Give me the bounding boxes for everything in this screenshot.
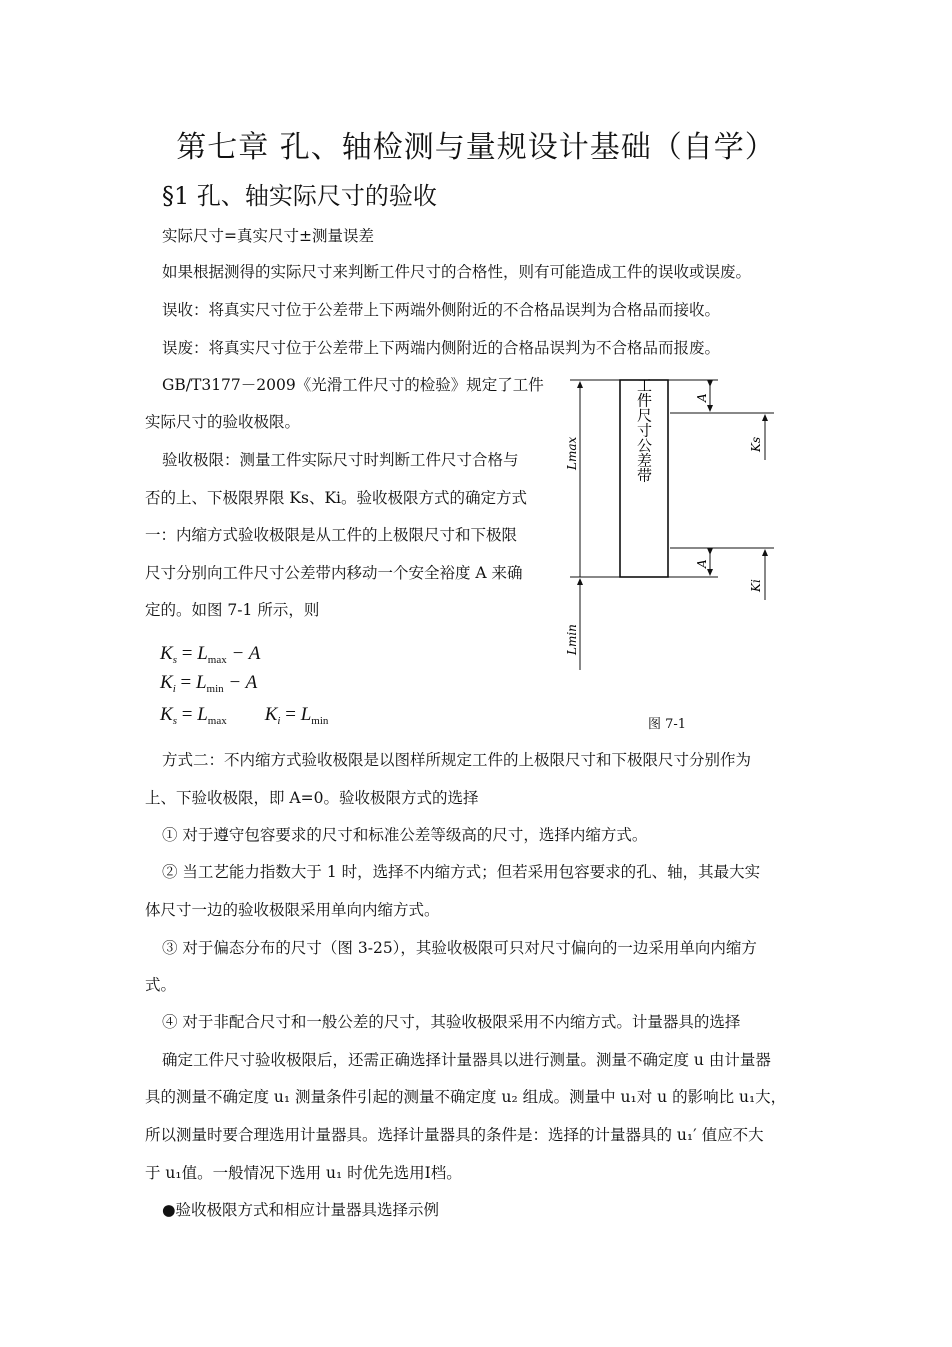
list-item-1: ① 对于遵守包容要求的尺寸和标准公差等级高的尺寸，选择内缩方式。 (162, 826, 648, 844)
paragraph-judgement: 如果根据测得的实际尺寸来判断工件尺寸的合格性，则有可能造成工件的误收或误废。 (162, 263, 752, 281)
ki-label: Ki (749, 579, 763, 592)
list-item-4: ④ 对于非配合尺寸和一般公差的尺寸，其验收极限采用不内缩方式。计量器具的选择 (162, 1013, 741, 1031)
paragraph-false-accept: 误收：将真实尺寸位于公差带上下两端外侧附近的不合格品误判为合格品而接收。 (162, 301, 721, 319)
section-heading: §1 孔、轴实际尺寸的验收 (162, 182, 437, 210)
paragraph-method2-line2: 上、下验收极限，即 A=0。验收极限方式的选择 (145, 789, 479, 807)
paragraph-limits-line1: 验收极限：测量工件实际尺寸时判断工件尺寸合格与 (162, 451, 519, 469)
figure-caption: 图 7-1 (648, 717, 687, 732)
paragraph-instrument-line1: 确定工件尺寸验收极限后，还需正确选择计量器具以进行测量。测量不确定度 u 由计量器 (162, 1051, 771, 1069)
paragraph-standard-line2: 实际尺寸的验收极限。 (145, 413, 301, 431)
tolerance-band-label: 工件尺寸公差带 (635, 377, 653, 483)
formula-ks: $K_s = L_{max} - A$ (160, 643, 261, 666)
ks-label: Ks (749, 436, 763, 452)
paragraph-limits-line5: 定的。如图 7-1 所示，则 (145, 601, 320, 619)
paragraph-instrument-line4: 于 u₁值。一般情况下选用 u₁ 时优先选用Ⅰ档。 (145, 1164, 462, 1182)
list-item-2-line1: ② 当工艺能力指数大于 1 时，选择不内缩方式；但若采用包容要求的孔、轴，其最大实 (162, 863, 761, 881)
paragraph-limits-line2: 否的上、下极限界限 Ks、Ki。验收极限方式的确定方式 (145, 489, 527, 507)
list-item-3-line2: 式。 (145, 976, 177, 994)
paragraph-method2-line1: 方式二：不内缩方式验收极限是以图样所规定工件的上极限尺寸和下极限尺寸分别作为 (162, 751, 752, 769)
paragraph-instrument-line2: 具的测量不确定度 u₁ 测量条件引起的测量不确定度 u₂ 组成。测量中 u₁对 u 的影响比 u₁大， (145, 1088, 787, 1106)
lmax-label: Lmax (565, 436, 579, 470)
formula-ki: $K_i = L_{min} - A$ (160, 672, 258, 695)
paragraph-limits-line3: 一：内缩方式验收极限是从工件的上极限尺寸和下极限 (145, 526, 518, 544)
paragraph-false-reject: 误废：将真实尺寸位于公差带上下两端内侧附近的合格品误判为不合格品而报废。 (162, 339, 721, 357)
formula-no-shrink: $K_s = L_{max}$ $K_i = L_{min}$ (160, 704, 329, 727)
paragraph-standard-line1: GB/T3177－2009《光滑工件尺寸的检验》规定了工件 (162, 376, 544, 394)
list-item-3-line1: ③ 对于偏态分布的尺寸（图 3-25），其验收极限可只对尺寸偏向的一边采用单向内缩方 (162, 939, 757, 957)
figure-7-1 (560, 370, 790, 690)
bullet-example: ●验收极限方式和相应计量器具选择示例 (162, 1201, 440, 1219)
a-bottom-label: A (695, 559, 709, 568)
list-item-2-line2: 体尺寸一边的验收极限采用单向内缩方式。 (145, 901, 440, 919)
a-top-label: A (695, 393, 709, 402)
lmin-label: Lmin (565, 624, 579, 655)
paragraph-instrument-line3: 所以测量时要合理选用计量器具。选择计量器具的条件是：选择的计量器具的 u₁′ 值应不大 (145, 1126, 764, 1144)
paragraph-actual-size: 实际尺寸=真实尺寸±测量误差 (162, 227, 374, 245)
chapter-title: 第七章 孔、轴检测与量规设计基础（自学） (176, 130, 776, 165)
paragraph-limits-line4: 尺寸分别向工件尺寸公差带内移动一个安全裕度 A 来确 (145, 564, 523, 582)
